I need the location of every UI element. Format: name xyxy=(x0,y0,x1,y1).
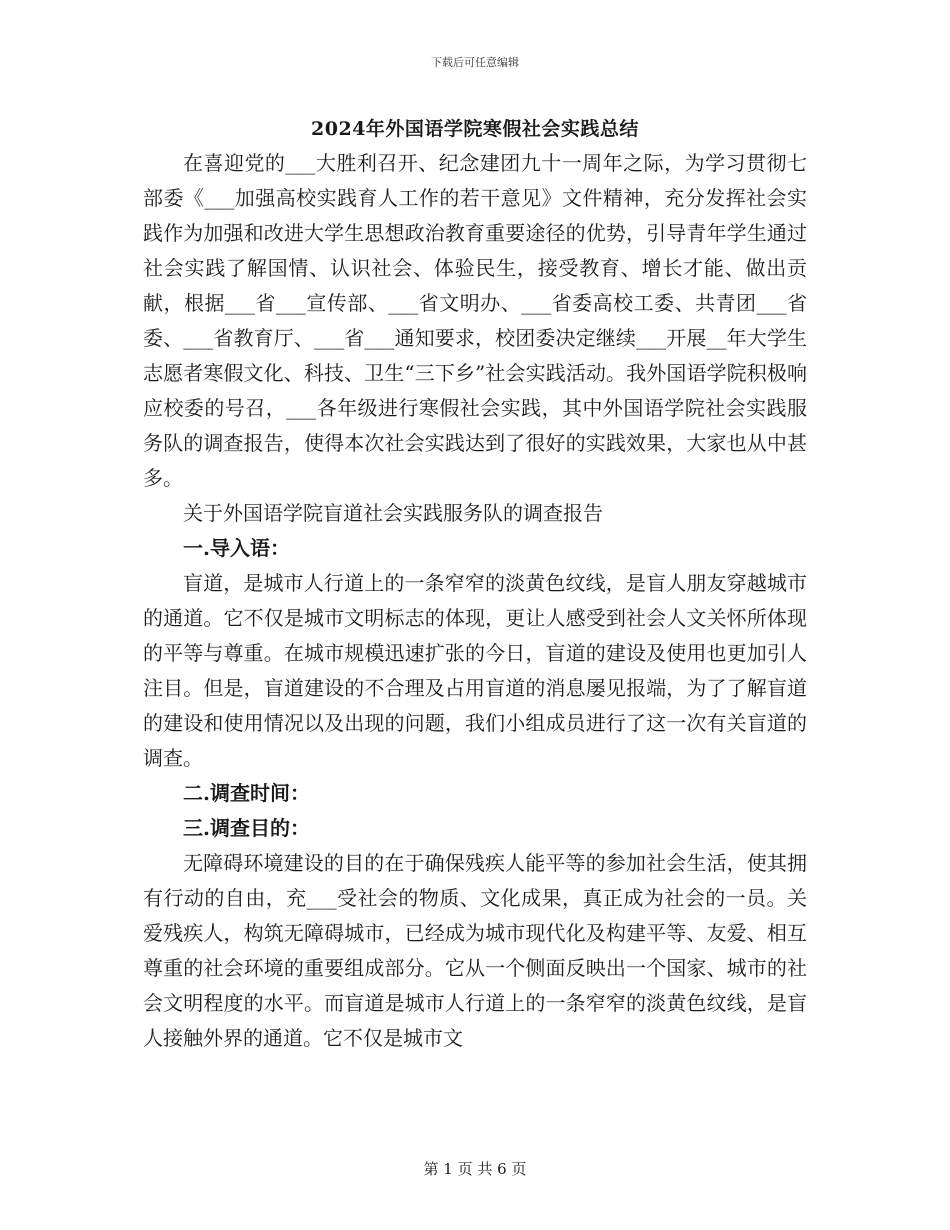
paragraph-intro: 在喜迎党的___大胜利召开、纪念建团九十一周年之际，为学习贯彻七部委《___加强高校实践育人工作的若干意见》文件精神，充分发挥社会实践作为加强和改进大学生思想政治教育重要途径的优势，引导青年学生通过社会实践了解国情、认识社会、体验民生，接受教育、增长才能、做出贡献，根据___省___宣传部、___省文明办、___省委高校工委、共青团___省委、___省教育厅、___省___通知要求，校团委决定继续___开展__年大学生志愿者寒假文化、科技、卫生“三下乡”社会实践活动。我外国语学院积极响应校委的号召，___各年级进行寒假社会实践，其中外国语学院社会实践服务队的调查报告，使得本次社会实践达到了很好的实践效果，大家也从中甚多。 xyxy=(143,151,807,490)
paragraph-purpose: 无障碍环境建设的目的在于确保残疾人能平等的参加社会生活，使其拥有行动的自由，充___受社会的物质、文化成果，真正成为社会的一员。关爱残疾人，构筑无障碍城市，已经成为城市现代化及构建平等、友爱、相互尊重的社会环境的重要组成部分。它从一个侧面反映出一个国家、城市的社会文明程度的水平。而盲道是城市人行道上的一条窄窄的淡黄色纹线，是盲人接触外界的通道。它不仅是城市文 xyxy=(143,851,807,1050)
heading-survey-time: 二.调查时间： xyxy=(183,781,310,805)
header-note: 下载后可任意编辑 xyxy=(431,56,519,69)
page-number: 第 1 页 共 6 页 xyxy=(423,1160,527,1178)
heading-survey-purpose: 三.调查目的： xyxy=(183,816,310,840)
document-body xyxy=(143,146,807,1056)
paragraph-report-title: 关于外国语学院盲道社会实践服务队的调查报告 xyxy=(183,501,603,525)
page-title: 2024年外国语学院寒假社会实践总结 xyxy=(311,118,639,140)
heading-introduction: 一.导入语： xyxy=(183,536,290,560)
paragraph-blind-path: 盲道，是城市人行道上的一条窄窄的淡黄色纹线，是盲人朋友穿越城市的通道。它不仅是城市文明标志的体现，更让人感受到社会人文关怀所体现的平等与尊重。在城市规模迅速扩张的今日，盲道的建设及使用也更加引人注目。但是，盲道建设的不合理及占用盲道的消息屡见报端，为了了解盲道的建设和使用情况以及出现的问题，我们小组成员进行了这一次有关盲道的调查。 xyxy=(143,571,807,770)
